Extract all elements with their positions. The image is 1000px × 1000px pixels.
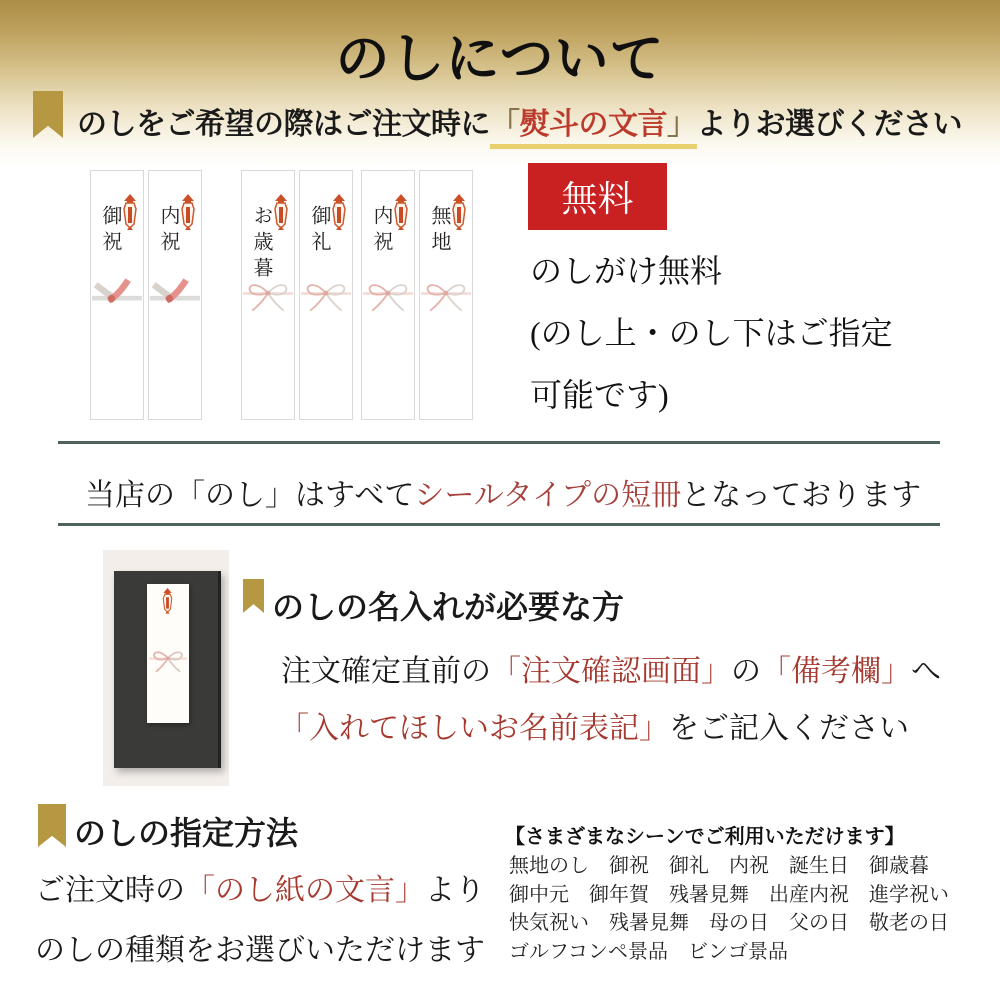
seal-note-post: となっております xyxy=(681,479,922,512)
close-bracket: 」 xyxy=(667,108,697,141)
occasions-list xyxy=(509,852,949,966)
seal-type-note xyxy=(85,470,921,514)
noshi-strip-uchiiwai-1 xyxy=(148,170,202,420)
ribbon-bookmark-icon xyxy=(38,804,66,847)
occasion-row: 快気祝い 残暑見舞 母の日 父の日 敬老の日 xyxy=(509,912,949,934)
strip-label: 無地 xyxy=(428,205,450,257)
occasions-header: 【さまざまなシーンでご利用いただけます】 xyxy=(505,826,905,848)
noshi-wording-text: 熨斗の文言 xyxy=(519,108,667,141)
intro-pre-text: のしをご希望の際はご注文時に xyxy=(77,108,490,141)
bow-knot-icon xyxy=(363,271,413,317)
strip-label: お歳暮 xyxy=(250,205,272,283)
name-entry-instructions-line2 xyxy=(279,703,909,747)
strip-label: 御礼 xyxy=(308,205,330,257)
noshi-ornament-icon xyxy=(161,588,174,615)
ht-line1-post: より xyxy=(425,874,485,907)
occasion-row: 御中元 御年賀 残暑見舞 出産内祝 進学祝い xyxy=(509,883,949,906)
desired-name-highlight: 「入れてほしいお名前表記」 xyxy=(279,712,669,745)
occasion-row: ゴルフコンペ景品 ビンゴ景品 xyxy=(509,940,788,963)
seal-note-highlight: シールタイプの短冊 xyxy=(414,479,682,512)
divider-line-bottom xyxy=(58,523,940,526)
ne-line1-post: へ xyxy=(911,655,941,688)
noshi-strip-uchiiwai-2 xyxy=(361,170,415,420)
noshi-strip-oseibo xyxy=(241,170,295,420)
strip-label: 内祝 xyxy=(157,205,179,257)
strip-label: 御祝 xyxy=(99,205,121,257)
name-entry-heading: のしの名入れが必要な方 xyxy=(272,589,625,625)
intro-note xyxy=(77,99,962,143)
black-gift-box xyxy=(114,571,221,768)
intro-post-text: よりお選びください xyxy=(696,108,962,141)
howto-instructions-line2: のしの種類をお選びいただけます xyxy=(35,934,485,967)
free-note-line2: (のし上・のし下はご指定 xyxy=(530,315,893,351)
musubikiri-knot-icon xyxy=(150,271,200,317)
name-entry-instructions-line1 xyxy=(281,646,941,690)
noshi-paper-wording-highlight: 「のし紙の文言」 xyxy=(185,874,425,907)
noshi-label-strip xyxy=(147,584,189,723)
free-note-line1: のしがけ無料 xyxy=(530,253,723,289)
free-note xyxy=(530,240,893,426)
noshi-wording-highlight xyxy=(490,108,697,149)
strip-label: 内祝 xyxy=(370,205,392,257)
order-confirm-screen-highlight: 「注文確認画面」 xyxy=(491,655,731,688)
bow-knot-icon xyxy=(243,271,293,317)
noshi-strip-oiwai xyxy=(90,170,144,420)
bow-knot-icon xyxy=(149,642,187,676)
occasion-row: 無地のし 御祝 御礼 内祝 誕生日 御歳暮 xyxy=(509,855,929,877)
open-bracket: 「 xyxy=(490,108,520,141)
divider-line-top xyxy=(58,441,940,444)
seal-note-pre: 当店の「のし」はすべて xyxy=(85,479,415,512)
bow-knot-icon xyxy=(301,271,351,317)
ht-line1-pre: ご注文時の xyxy=(35,874,185,907)
ne-line1-mid: の xyxy=(731,655,761,688)
noshi-photo xyxy=(103,550,229,786)
free-badge: 無料 xyxy=(528,163,667,230)
howto-instructions-line1 xyxy=(35,865,485,909)
bow-knot-icon xyxy=(421,271,471,317)
ribbon-bookmark-icon xyxy=(243,579,264,613)
remarks-field-highlight: 「備考欄」 xyxy=(761,655,911,688)
page-title: のしについて xyxy=(335,29,665,89)
howto-heading: のしの指定方法 xyxy=(74,815,299,851)
noshi-strip-muji xyxy=(419,170,473,420)
musubikiri-knot-icon xyxy=(92,271,142,317)
noshi-strip-orei xyxy=(299,170,353,420)
free-note-line3: 可能です) xyxy=(530,377,669,413)
ne-line2-post: をご記入ください xyxy=(669,712,909,745)
ne-line1-pre: 注文確定直前の xyxy=(281,655,491,688)
